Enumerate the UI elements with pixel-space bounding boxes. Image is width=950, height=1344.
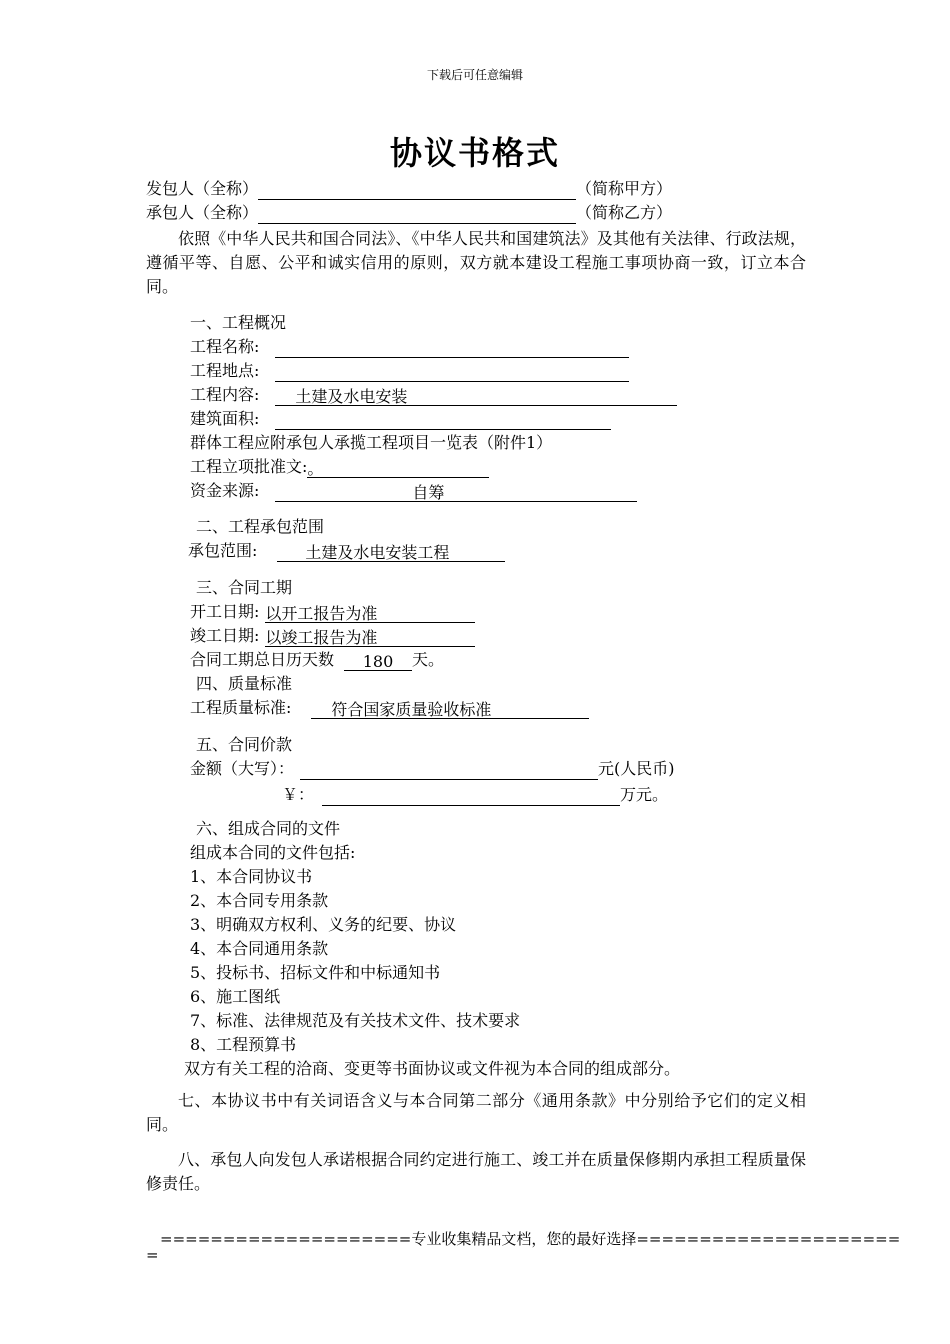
- duration-value: 180: [362, 652, 394, 671]
- employer-label: 发包人（全称）: [146, 179, 259, 198]
- documents-closing: 双方有关工程的洽商、变更等书面协议或文件视为本合同的组成部分。: [184, 1059, 681, 1078]
- yen-unit: 万元。: [620, 785, 669, 804]
- project-content-label: 工程内容:: [190, 385, 260, 404]
- approval-row: [190, 456, 489, 478]
- start-date-row: [190, 601, 475, 623]
- project-location-field[interactable]: [275, 362, 629, 382]
- duration-unit: 天。: [412, 650, 445, 669]
- footer-tail: =: [146, 1246, 159, 1264]
- document-item: 3、明确双方权利、义务的纪要、协议: [190, 915, 457, 934]
- employer-abbr: （简称甲方）: [576, 179, 673, 198]
- amount-words-field[interactable]: [300, 760, 598, 780]
- document-item: 2、本合同专用条款: [190, 891, 329, 910]
- funding-value: 自筹: [412, 483, 445, 502]
- document-title: 协议书格式: [389, 134, 560, 172]
- document-item: 8、工程预算书: [190, 1035, 297, 1054]
- amount-unit: 元(人民币): [598, 759, 675, 778]
- section2-heading: 二、工程承包范围: [196, 517, 325, 536]
- contractor-label: 承包人（全称）: [146, 203, 259, 222]
- start-date-field[interactable]: [265, 603, 475, 623]
- funding-label: 资金来源:: [190, 481, 260, 500]
- project-content-value: 土建及水电安装: [295, 387, 408, 406]
- amount-yen-row: [282, 784, 668, 806]
- document-item: 1、本合同协议书: [190, 867, 313, 886]
- section5-heading: 五、合同价款: [196, 735, 293, 754]
- approval-label: 工程立项批准文:: [190, 457, 308, 476]
- contractor-abbr: （简称乙方）: [576, 203, 673, 222]
- document-item: 4、本合同通用条款: [190, 939, 329, 958]
- scope-value: 土建及水电安装工程: [305, 543, 450, 562]
- start-date-label: 开工日期:: [190, 602, 260, 621]
- quality-field[interactable]: [311, 699, 589, 719]
- amount-row: [190, 758, 675, 780]
- end-date-row: [190, 625, 475, 647]
- preamble-paragraph: 依照《中华人民共和国合同法》、《中华人民共和国建筑法》及其他有关法律、行政法规，遵循平等、自愿、公平和诚实信用的原则，双方就本建设工程施工事项协商一致，订立本合同。: [146, 229, 806, 296]
- end-date-field[interactable]: [265, 627, 475, 647]
- documents-intro: 组成本合同的文件包括:: [190, 843, 356, 862]
- section6-heading: 六、组成合同的文件: [196, 819, 341, 838]
- funding-field[interactable]: [275, 482, 637, 502]
- project-content-field[interactable]: [275, 386, 677, 406]
- scope-label: 承包范围:: [188, 541, 258, 560]
- project-name-label: 工程名称:: [190, 337, 260, 356]
- approval-field[interactable]: [307, 458, 489, 478]
- funding-row: [190, 480, 637, 502]
- section8-paragraph: 八、承包人向发包人承诺根据合同约定进行施工、竣工并在质量保修期内承担工程质量保修责任。: [146, 1150, 806, 1193]
- project-name-field[interactable]: [275, 338, 629, 358]
- duration-label: 合同工期总日历天数: [190, 650, 335, 669]
- project-name-row: [190, 336, 629, 358]
- project-content-row: [190, 384, 677, 406]
- quality-value: 符合国家质量验收标准: [331, 700, 492, 719]
- document-item: 6、施工图纸: [190, 987, 281, 1006]
- duration-field[interactable]: [344, 651, 412, 671]
- building-area-field[interactable]: [275, 410, 611, 430]
- project-location-row: [190, 360, 629, 382]
- section7-paragraph: 七、本协议书中有关词语含义与本合同第二部分《通用条款》中分别给予它们的定义相同。: [146, 1091, 806, 1134]
- quality-label: 工程质量标准:: [190, 698, 292, 717]
- employer-row: [146, 178, 672, 200]
- amount-yen-field[interactable]: [322, 786, 620, 806]
- yen-label: ￥：: [282, 785, 315, 804]
- section1-heading: 一、工程概况: [190, 313, 287, 332]
- section3-heading: 三、合同工期: [196, 578, 293, 597]
- start-date-value: 以开工报告为准: [265, 604, 378, 623]
- header-note: 下载后可任意编辑: [426, 68, 523, 82]
- scope-row: [188, 540, 505, 562]
- document-item: 7、标准、法律规范及有关技术文件、技术要求: [190, 1011, 521, 1030]
- end-date-value: 以竣工报告为准: [265, 628, 378, 647]
- scope-field[interactable]: [277, 542, 505, 562]
- contractor-row: [146, 202, 672, 224]
- duration-row: [190, 649, 444, 671]
- footer-banner: ====================专业收集精品文档，您的最好选择=====================: [160, 1230, 901, 1248]
- building-area-row: [190, 408, 611, 430]
- amount-label: 金额（大写）：: [190, 759, 295, 778]
- document-item: 5、投标书、招标文件和中标通知书: [190, 963, 441, 982]
- project-location-label: 工程地点:: [190, 361, 260, 380]
- building-area-label: 建筑面积:: [190, 409, 260, 428]
- approval-value: 。: [307, 459, 324, 478]
- quality-row: [190, 697, 589, 719]
- employer-name-field[interactable]: [258, 180, 576, 200]
- section4-heading: 四、质量标准: [196, 674, 293, 693]
- group-project-note: 群体工程应附承包人承揽工程项目一览表（附件1）: [190, 433, 553, 452]
- end-date-label: 竣工日期:: [190, 626, 260, 645]
- contractor-name-field[interactable]: [258, 204, 576, 224]
